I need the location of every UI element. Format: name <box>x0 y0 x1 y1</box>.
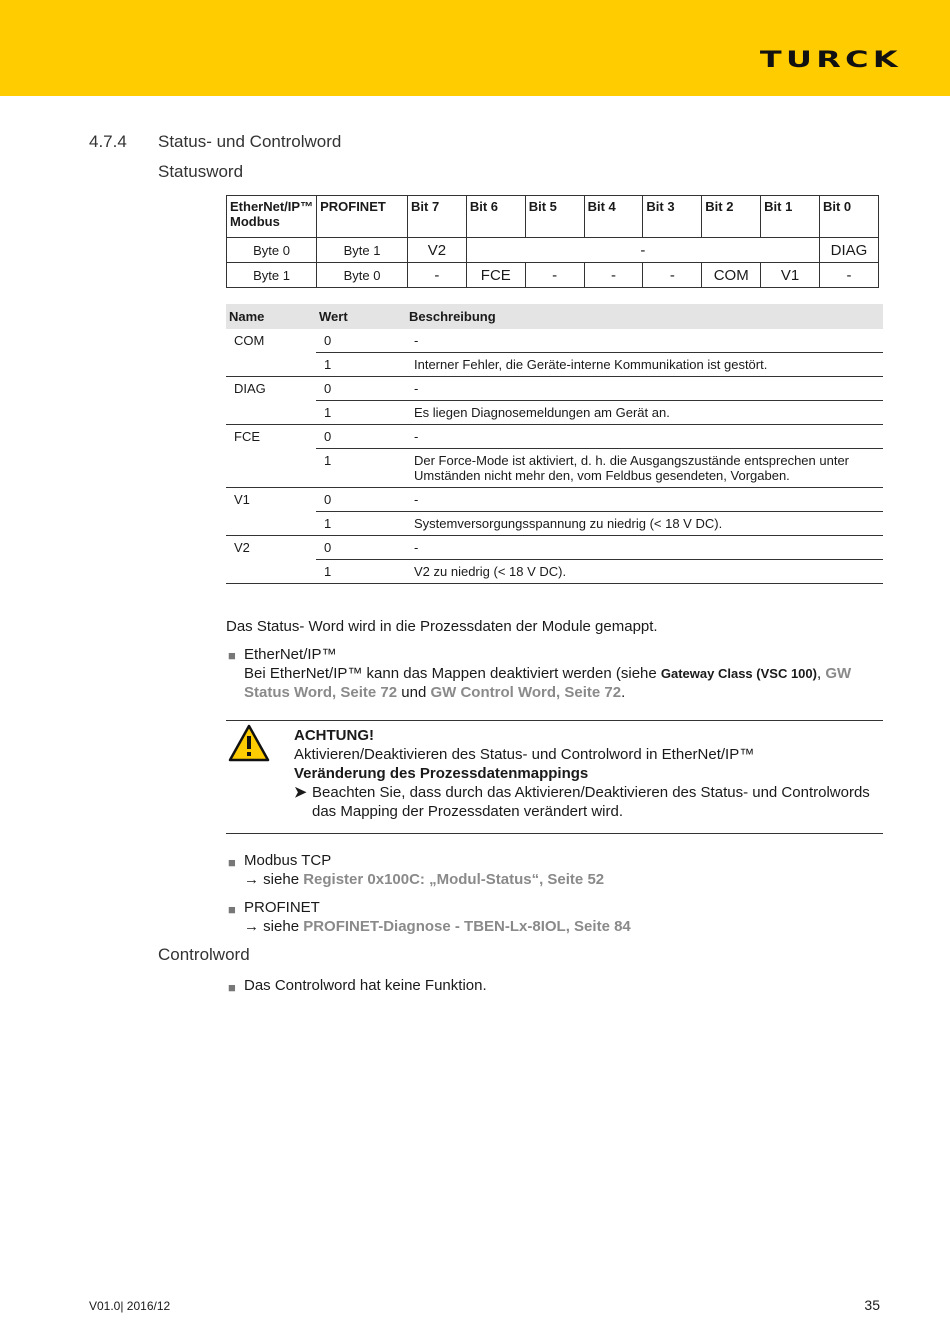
col-bit7: Bit 7 <box>408 196 467 238</box>
warning-action <box>294 783 884 821</box>
table-row <box>226 353 883 377</box>
row-name: V2 <box>234 540 250 555</box>
chevron-right-icon: ➤ <box>294 784 307 801</box>
table-row <box>226 449 883 488</box>
profinet-bullet <box>244 898 631 936</box>
row-wert: 0 <box>316 377 406 401</box>
turck-logo: TURCK <box>759 48 902 73</box>
bullet-square-icon: ■ <box>228 648 236 663</box>
controlword-title: Controlword <box>158 945 250 964</box>
row-desc: Systemversorgungsspannung zu niedrig (< 18 V DC). <box>406 512 883 536</box>
cell-eip: Byte 1 <box>227 263 317 288</box>
cell-eip: Byte 0 <box>227 238 317 263</box>
page-number: 35 <box>864 1297 880 1313</box>
row-name: FCE <box>234 429 260 444</box>
desc-header <box>226 304 883 329</box>
controlword-bullet: Das Controlword hat keine Funktion. <box>244 977 487 994</box>
link-gw-status-word[interactable]: GW Status Word, Seite 72 <box>244 665 852 701</box>
link-gw-control-word[interactable]: GW Control Word, Seite 72 <box>430 684 622 701</box>
table-row <box>226 329 883 353</box>
bullet-square-icon: ■ <box>228 980 236 995</box>
warning-heading: ACHTUNG! <box>294 727 374 744</box>
modbus-siehe: siehe <box>263 871 304 888</box>
col-name: Name <box>226 304 316 329</box>
cell-bit4: - <box>584 263 643 288</box>
eip-gateway-class: Gateway Class (VSC 100) <box>660 666 817 681</box>
row-name: V1 <box>234 492 250 507</box>
cell-bits6to1: - <box>466 238 819 263</box>
eip-text-pre: Bei EtherNet/IP™ kann das Mappen deaktiviert werden (siehe <box>244 665 661 682</box>
table-row <box>226 488 883 512</box>
cell-bit7: - <box>408 263 467 288</box>
row-desc: - <box>406 329 883 353</box>
row-desc: - <box>406 425 883 449</box>
cell-pn: Byte 0 <box>317 263 408 288</box>
eip-bullet-text <box>244 664 884 702</box>
cell-bit2: COM <box>702 263 761 288</box>
cell-bit0: DIAG <box>819 238 878 263</box>
table-row <box>226 401 883 425</box>
row-desc: V2 zu niedrig (< 18 V DC). <box>406 560 883 584</box>
col-bit1: Bit 1 <box>761 196 820 238</box>
row-wert: 1 <box>316 512 406 536</box>
link-register-modul-status[interactable]: Register 0x100C: „Modul-Status“, Seite 52 <box>303 871 605 888</box>
description-table <box>226 304 883 584</box>
row-name: COM <box>234 333 265 348</box>
col-bit4: Bit 4 <box>584 196 643 238</box>
table-row <box>226 377 883 401</box>
warning-box <box>294 726 884 821</box>
bit-table-row <box>227 238 879 263</box>
col-bit0: Bit 0 <box>819 196 878 238</box>
col-bit6: Bit 6 <box>466 196 525 238</box>
bit-table-row <box>227 263 879 288</box>
statusword-title: Statusword <box>158 162 244 181</box>
row-wert: 0 <box>316 536 406 560</box>
row-desc: - <box>406 488 883 512</box>
table-row <box>226 425 883 449</box>
arrow-right-icon: → <box>244 871 264 888</box>
modbus-bullet <box>244 851 604 889</box>
warning-line1: Aktivieren/Deaktivieren des Status- und Controlword in EtherNet/IP™ <box>294 746 755 763</box>
row-wert: 0 <box>316 425 406 449</box>
modbus-title: Modbus TCP <box>244 852 332 869</box>
col-bit3: Bit 3 <box>643 196 702 238</box>
row-wert: 1 <box>316 449 406 488</box>
table-row <box>226 560 883 584</box>
profinet-siehe: siehe <box>263 918 304 935</box>
cell-bit1: V1 <box>761 263 820 288</box>
cell-bit6: FCE <box>466 263 525 288</box>
warning-top-rule <box>226 720 883 721</box>
cell-bit5: - <box>525 263 584 288</box>
row-wert: 0 <box>316 329 406 353</box>
cell-bit0: - <box>819 263 878 288</box>
warning-line2: Veränderung des Prozessdatenmappings <box>294 765 589 782</box>
warning-action-text: Beachten Sie, dass durch das Aktivieren/Deaktivieren des Status- und Controlwords das Mapping der Prozessdaten verändert wird. <box>312 784 870 820</box>
row-wert: 0 <box>316 488 406 512</box>
col-bit2: Bit 2 <box>702 196 761 238</box>
bullet-square-icon: ■ <box>228 855 236 870</box>
eip-end: . <box>621 684 626 701</box>
row-desc: Interner Fehler, die Geräte-interne Kommunikation ist gestört. <box>406 353 883 377</box>
bit-table-header <box>227 196 879 238</box>
table-row <box>226 512 883 536</box>
arrow-right-icon: → <box>244 918 264 935</box>
table-row <box>226 536 883 560</box>
warning-bottom-rule <box>226 833 883 834</box>
footer-version: V01.0| 2016/12 <box>89 1299 171 1313</box>
row-wert: 1 <box>316 401 406 425</box>
link-profinet-diagnose[interactable]: PROFINET-Diagnose - TBEN-Lx-8IOL, Seite 84 <box>303 918 631 935</box>
mapping-text: Das Status- Word wird in die Prozessdaten der Module gemappt. <box>226 618 658 635</box>
row-name: DIAG <box>234 381 266 396</box>
row-wert: 1 <box>316 353 406 377</box>
cell-bit3: - <box>643 263 702 288</box>
eip-bullet-title: EtherNet/IP™ <box>244 646 337 663</box>
row-desc: - <box>406 377 883 401</box>
row-desc: Es liegen Diagnosemeldungen am Gerät an. <box>406 401 883 425</box>
row-wert: 1 <box>316 560 406 584</box>
warning-triangle-icon <box>228 724 270 762</box>
col-eip-modbus: EtherNet/IP™ Modbus <box>227 196 317 238</box>
profinet-title: PROFINET <box>244 899 320 916</box>
bullet-square-icon: ■ <box>228 902 236 917</box>
bit-table <box>226 195 879 288</box>
section-title: Status- und Controlword <box>158 132 342 151</box>
eip-bullet <box>244 645 884 702</box>
col-beschreibung: Beschreibung <box>406 304 883 329</box>
eip-comma: , <box>816 665 826 682</box>
section-number: 4.7.4 <box>89 132 127 151</box>
col-wert: Wert <box>316 304 406 329</box>
row-desc: Der Force-Mode ist aktiviert, d. h. die Ausgangszustände entsprechen unter Umständen nicht mehr den, vom Feldbus gesendeten, Vorgaben. <box>406 449 883 488</box>
cell-bit7: V2 <box>408 238 467 263</box>
col-profinet: PROFINET <box>317 196 408 238</box>
row-desc: - <box>406 536 883 560</box>
eip-und: und <box>397 684 431 701</box>
col-bit5: Bit 5 <box>525 196 584 238</box>
cell-pn: Byte 1 <box>317 238 408 263</box>
